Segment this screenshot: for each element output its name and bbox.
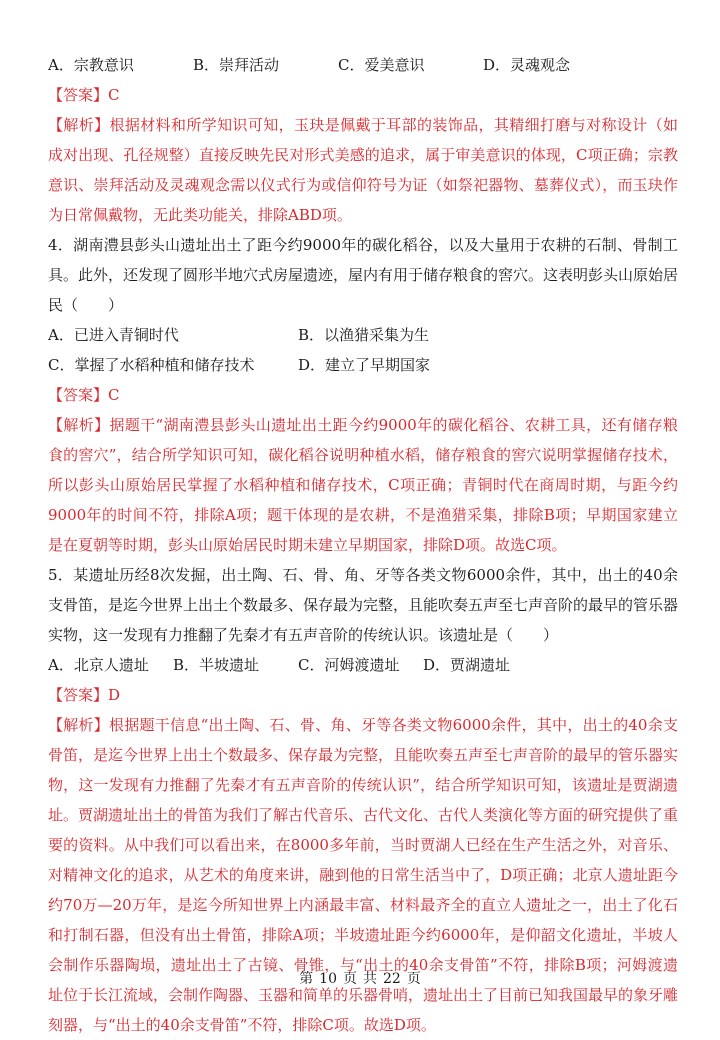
q4-option-d: D．建立了早期国家: [298, 356, 431, 374]
q3-option-b: B．崇拜活动: [193, 56, 280, 74]
q5-stem: 5．某遗址历经8次发掘，出土陶、石、骨、角、牙等各类文物6000余件，其中，出土的40余支骨笛，是迄今世界上出土个数最多、保存最为完整，且能吹奏五声至七声音阶的最早的管乐器实物，这一发现有力推翻了先秦才有五声音阶的传统认识。该遗址是（ ）: [48, 566, 679, 644]
q4-analysis: [48, 410, 678, 560]
q3-answer: [48, 80, 678, 110]
q3-option-c: C．爱美意识: [338, 56, 425, 74]
q5-options: [48, 650, 678, 680]
q4-option-a: A．已进入青铜时代: [48, 326, 179, 344]
answer-value: C: [108, 86, 120, 104]
q4-answer: [48, 380, 678, 410]
footer-page-number: 10: [319, 971, 337, 987]
q5-option-d: D．贾湖遗址: [423, 656, 511, 674]
footer-gong: 共: [363, 971, 377, 987]
footer-total-pages: 22: [383, 971, 401, 987]
analysis-tag: 【解析】: [48, 716, 110, 734]
answer-tag: 【答案】: [48, 386, 109, 404]
q3-option-d: D．灵魂观念: [483, 56, 571, 74]
q3-options: [48, 50, 678, 80]
q4-options-row2: [48, 350, 678, 380]
q5-answer: [48, 680, 678, 710]
analysis-text: 根据题干信息“出土陶、石、骨、角、牙等各类文物6000余件，其中，出土的40余支骨笛，是迄今世界上出土个数最多、保存最为完整，且能吹奏五声至七声音阶的最早的管乐器实物，这一发现有力推翻了先秦才有五声音阶的传统认识”，结合所学知识可知，该遗址是贾湖遗址。贾湖遗址出土的骨笛为我们了解古代音乐、古代文化、古代人类演化等方面的研究提供了重要的资料。从中我们可以看出来，在8000多年前，当时贾湖人已经在生产生活之外，对音乐、对精神文化的追求，从艺术的角度来讲，融到他的日常生活当中了，D项正确；北京人遗址距今约70万—20万年，是迄今所知世界上内涵最丰富、材料最齐全的直立人遗址之一，出土了化石和打制石器，但没有出土骨笛，排除A项；半坡遗址距今约6000年，是仰韶文化遗址，半坡人会制作乐器陶埙，遗址出土了古镜、骨锥，与“出土的40余支骨笛”不符，排除B项；河姆渡遗址位于长江流域，会制作陶器、玉器和简单的乐器骨哨，遗址出土了目前已知我国最早的象牙雕刻器，与“出土的40余支骨笛”不符，排除C项。故选D项。: [48, 716, 679, 1034]
page-content: [48, 50, 678, 1040]
q3-analysis: [48, 110, 678, 230]
answer-tag: 【答案】: [48, 86, 109, 104]
q5-option-c: C．河姆渡遗址: [298, 656, 400, 674]
answer-tag: 【答案】: [48, 686, 109, 704]
q4-option-c: C．掌握了水稻种植和储存技术: [48, 356, 255, 374]
page-footer: [0, 968, 720, 988]
q5-analysis: [48, 710, 678, 1040]
footer-ye-end: 页: [406, 971, 421, 987]
q4-stem: 4．湖南澧县彭头山遗址出土了距今约9000年的碳化稻谷，以及大量用于农耕的石制、骨制工具。此外，还发现了圆形半地穴式房屋遗迹，屋内有用于储存粮食的窖穴。这表明彭头山原始居民（ ）: [48, 236, 679, 314]
q5-option-a: A．北京人遗址: [48, 656, 149, 674]
q5-option-b: B．半坡遗址: [173, 656, 260, 674]
analysis-tag: 【解析】: [48, 116, 110, 134]
answer-value: D: [108, 686, 121, 704]
footer-di: 第: [299, 971, 314, 987]
analysis-tag: 【解析】: [48, 416, 110, 434]
q3-option-a: A．宗教意识: [48, 56, 134, 74]
q4-options-row1: [48, 320, 678, 350]
answer-value: C: [108, 386, 120, 404]
footer-ye: 页: [343, 971, 357, 987]
q4-option-b: B．以渔猎采集为生: [298, 326, 430, 344]
analysis-text: 根据材料和所学知识可知，玉玦是佩戴于耳部的装饰品，其精细打磨与对称设计（如成对出现、孔径规整）直接反映先民对形式美感的追求，属于审美意识的体现，C项正确；宗教意识、崇拜活动及灵魂观念需以仪式行为或信仰符号为证（如祭祀器物、墓葬仪式），而玉玦作为日常佩戴物，无此类功能关，排除ABD项。: [48, 116, 678, 224]
analysis-text: 据题干“湖南澧县彭头山遗址出土距今约9000年的碳化稻谷、农耕工具，还有储存粮食的窖穴”，结合所学知识可知，碳化稻谷说明种植水稻，储存粮食的窖穴说明掌握储存技术，所以彭头山原始居民掌握了水稻种植和储存技术，C项正确；青铜时代在商周时期，与距今约9000年的时间不符，排除A项；题干体现的是农耕，不是渔猎采集，排除B项；早期国家建立是在夏朝等时期，彭头山原始居民时期未建立早期国家，排除D项。故选C项。: [48, 416, 678, 554]
